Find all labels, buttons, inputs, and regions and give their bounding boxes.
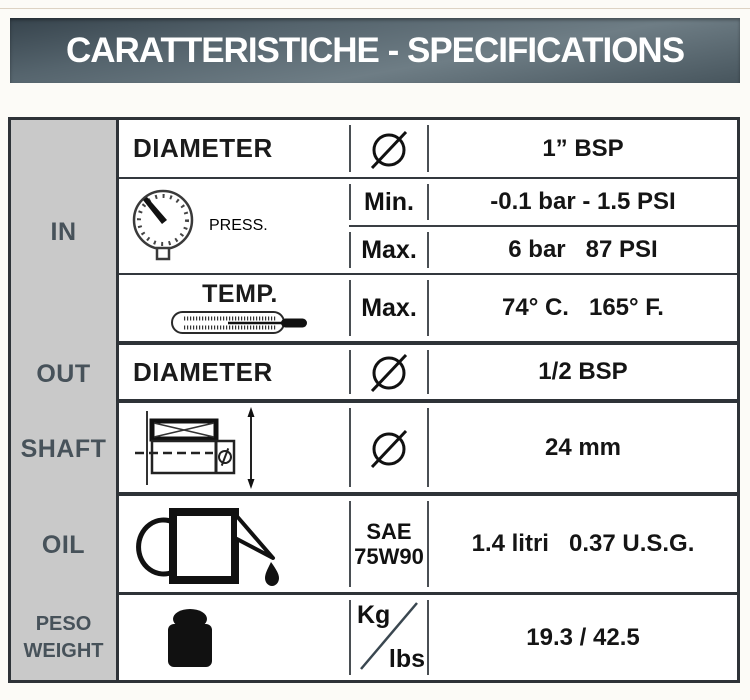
weight-kg-label: Kg xyxy=(357,601,391,629)
weight-unit-cell xyxy=(349,595,429,680)
section-label-oil xyxy=(11,496,116,595)
oil-desc-cell xyxy=(119,496,349,592)
section-label-peso-text: PESO xyxy=(35,612,92,635)
section-label-in xyxy=(11,120,116,345)
weight-icon xyxy=(159,608,221,668)
section-label-oil-text: OIL xyxy=(41,531,86,559)
pressure-max-row xyxy=(349,227,737,273)
diameter-in-label: DIAMETER xyxy=(133,133,273,163)
pressure-min-unit-cell xyxy=(349,179,429,225)
diameter-in-value: 1” BSP xyxy=(542,134,624,162)
diameter-out-value-cell xyxy=(429,345,737,399)
shaft-unit-cell xyxy=(349,403,429,492)
title-bar xyxy=(10,18,740,83)
temperature-unit-cell xyxy=(349,275,429,341)
pressure-max-label: Max. xyxy=(361,235,417,264)
section-label-column xyxy=(11,120,119,680)
pressure-max-unit-cell xyxy=(349,227,429,273)
diameter-out-desc-cell xyxy=(119,345,349,399)
pressure-min-label: Min. xyxy=(364,187,414,216)
oil-grade-label: 75W90 xyxy=(354,544,424,569)
pressure-min-row xyxy=(349,179,737,227)
temperature-value-cell xyxy=(429,275,737,341)
diameter-out-unit-cell xyxy=(349,345,429,399)
row-pressure xyxy=(119,179,737,275)
specifications-table xyxy=(8,117,740,683)
section-label-out xyxy=(11,345,116,403)
page-title: CARATTERISTICHE - SPECIFICATIONS xyxy=(65,30,685,70)
section-label-in-text: IN xyxy=(50,218,77,246)
section-label-weight-text: WEIGHT xyxy=(23,639,104,662)
pressure-desc-cell xyxy=(119,179,349,273)
row-shaft xyxy=(119,403,737,496)
oil-value-cell xyxy=(429,496,737,592)
oil-sae-label: SAE xyxy=(366,518,412,544)
oil-unit-cell xyxy=(349,496,429,592)
weight-lbs-label: lbs xyxy=(388,645,425,673)
shaft-desc-cell xyxy=(119,403,349,492)
section-label-weight xyxy=(11,595,116,680)
row-temperature xyxy=(119,275,737,345)
shaft-drawing-icon xyxy=(133,405,265,491)
table-rows xyxy=(119,120,737,680)
weight-desc-cell xyxy=(119,595,349,680)
page-top-divider xyxy=(0,8,750,9)
diameter-in-unit-cell xyxy=(349,120,429,177)
oil-can-icon xyxy=(133,498,281,590)
weight-value: 19.3 / 42.5 xyxy=(526,623,640,651)
section-label-shaft-text: SHAFT xyxy=(20,435,107,463)
pressure-label: PRESS. xyxy=(209,217,268,234)
pressure-min-value-cell xyxy=(429,179,737,225)
shaft-value: 24 mm xyxy=(544,433,622,461)
pressure-min-value: -0.1 bar - 1.5 PSI xyxy=(490,188,676,215)
diameter-in-value-cell xyxy=(429,120,737,177)
diameter-out-value: 1/2 BSP xyxy=(538,358,628,385)
diameter-in-desc-cell xyxy=(119,120,349,177)
temperature-desc-cell xyxy=(119,275,349,341)
row-oil xyxy=(119,496,737,595)
row-diameter-out xyxy=(119,345,737,403)
diameter-symbol-icon xyxy=(367,349,411,395)
diameter-symbol-icon xyxy=(367,425,411,471)
pressure-max-value-cell xyxy=(429,227,737,273)
row-weight xyxy=(119,595,737,680)
weight-value-cell xyxy=(429,595,737,680)
pressure-max-value: 6 bar 87 PSI xyxy=(508,236,658,263)
section-label-shaft xyxy=(11,403,116,496)
oil-value: 1.4 litri 0.37 U.S.G. xyxy=(471,530,695,557)
pressure-subrows xyxy=(349,179,737,273)
row-diameter-in xyxy=(119,120,737,179)
temperature-label: TEMP. xyxy=(202,279,278,308)
diameter-symbol-icon xyxy=(367,126,411,172)
pressure-gauge-icon xyxy=(131,187,195,265)
thermometer-icon xyxy=(170,309,310,337)
temperature-value: 74° C. 165° F. xyxy=(502,294,664,321)
shaft-value-cell xyxy=(429,403,737,492)
section-label-out-text: OUT xyxy=(36,359,91,388)
temperature-max-label: Max. xyxy=(361,293,417,322)
diameter-out-label: DIAMETER xyxy=(133,356,273,387)
